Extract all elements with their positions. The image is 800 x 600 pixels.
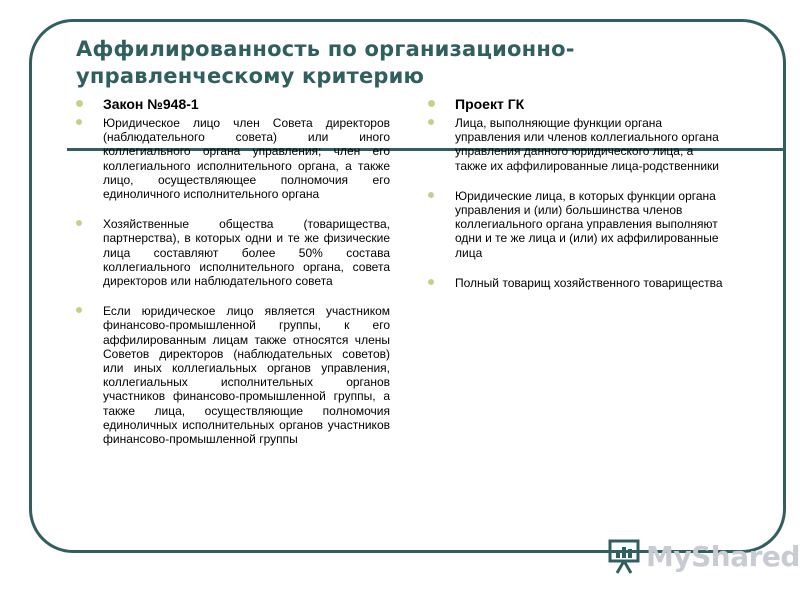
right-column [428,95,723,290]
right-column-heading-item [428,95,723,113]
list-item-text: Полный товарищ хозяйственного товарищества [455,275,723,290]
bullet-icon [428,119,434,125]
watermark-logo [608,537,800,575]
bullet-icon [76,100,83,107]
bullet-icon [428,279,434,285]
list-item [428,189,723,260]
left-column [76,95,390,446]
left-column-heading-item [76,95,390,113]
left-column-heading: Закон №948-1 [103,96,199,112]
bullet-icon [76,220,82,226]
list-item-text: Лица, выполняющие функции органа управления или членов коллегиального органа управления данного юридического лица, а также их аффилированные лица-родственники [455,116,719,173]
bullet-icon [428,100,435,107]
bullet-icon [76,307,82,313]
list-item [76,304,390,446]
list-item [76,116,390,201]
list-item-text: Юридические лица, в которых функции органа управления и (или) большинства членов коллегиального органа управления выполняют одни и те же лица и (или) их аффилированные лица [455,188,719,260]
slide-title: Аффилированность по организационно-управленческому критерию [76,37,575,88]
list-item [428,276,723,290]
bullet-icon [428,192,434,198]
presentation-board-icon [608,537,642,575]
list-item-text: Хозяйственные общества (товарищества, партнерства), в которых одни и те же физические лица составляют более 50% состава коллегиального исполнительного органа, совета директоров или наблюдательного совета [103,217,390,289]
bullet-icon [76,119,82,125]
watermark-text: MyShared [646,539,800,573]
list-item-text: Если юридическое лицо является участником финансово-промышленной группы, к его аффилированным лицам также относятся члены Советов директоров (наблюдательных советов) или иных коллегиальных органов управления, коллегиальных исполнительных органов участников финансово-промышленной группы, а также лица, осуществляющие полномочия единоличных исполнительных органов участников финансово-промышленной группы [103,304,390,447]
list-item-text: Юридическое лицо член Совета директоров (наблюдательного совета) или иного коллегиального органа управления; член его коллегиального исполнительного органа, а также лицо, осуществляющее полномочия его единоличного исполнительного органа [103,116,390,202]
list-item [76,217,390,288]
list-item [428,116,723,173]
right-column-heading: Проект ГК [455,96,525,112]
